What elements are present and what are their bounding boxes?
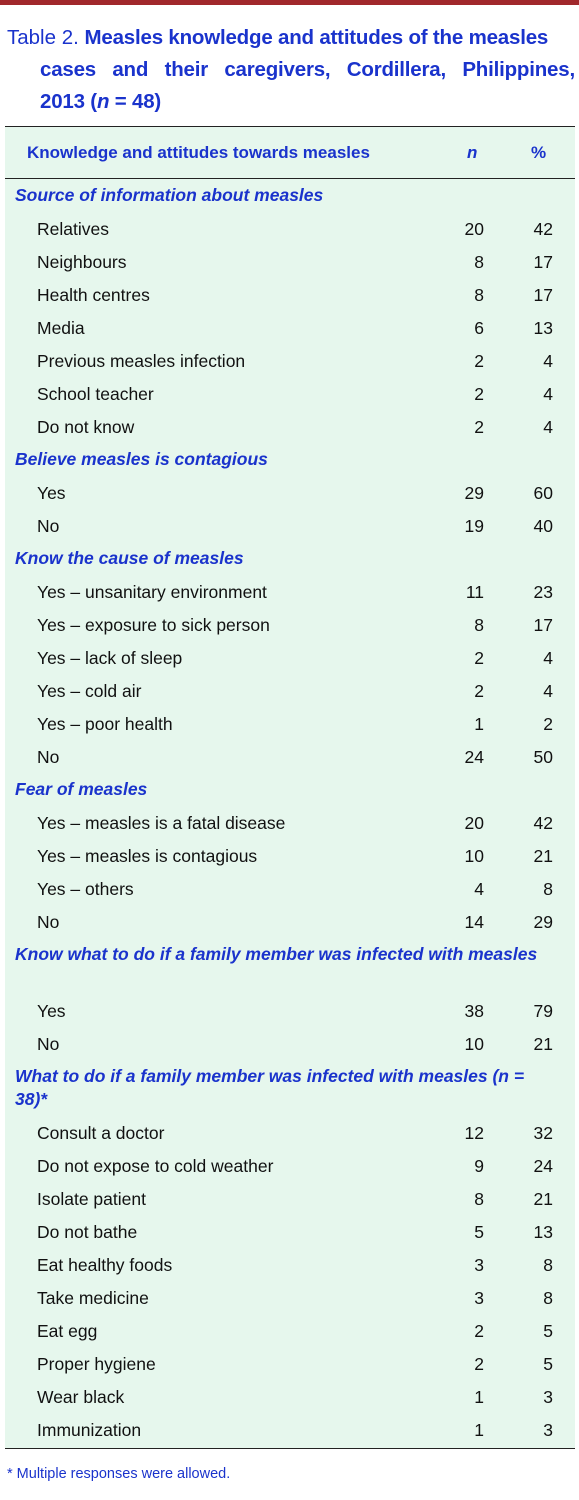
row-n: 14: [464, 912, 484, 932]
row-percent: 13: [533, 1222, 553, 1242]
row-label: Immunization: [37, 1420, 142, 1440]
row-percent: 32: [533, 1123, 553, 1143]
table-row: [5, 806, 575, 839]
section-heading: Believe measles is contagious: [15, 449, 268, 469]
caption-label: Table 2.: [7, 26, 79, 49]
footnote: * Multiple responses were allowed.: [7, 1466, 231, 1482]
row-label: No: [37, 912, 60, 932]
table-row: [5, 1413, 575, 1446]
table-row: [5, 872, 575, 905]
row-percent: 8: [543, 1255, 553, 1275]
section-heading: Know what to do if a family member was infected with measles: [15, 944, 538, 964]
table-row: [5, 1314, 575, 1347]
caption-word: their: [164, 58, 208, 81]
row-percent: 13: [533, 318, 553, 338]
table-row: [5, 278, 575, 311]
row-percent: 5: [543, 1321, 553, 1341]
table-row: [5, 1215, 575, 1248]
row-n: 2: [474, 1321, 484, 1341]
table-row: [5, 1380, 575, 1413]
caption-title-line-1: Measles knowledge and attitudes of the measles: [84, 26, 549, 49]
data-table: [5, 126, 575, 1449]
row-n: 2: [474, 681, 484, 701]
table-row: [5, 1347, 575, 1380]
row-label: Yes – lack of sleep: [37, 648, 183, 668]
table-row: [5, 575, 575, 608]
row-label: Eat healthy foods: [37, 1255, 173, 1275]
row-percent: 8: [543, 1288, 553, 1308]
row-n: 1: [474, 1387, 484, 1407]
row-label: Neighbours: [37, 252, 127, 272]
row-n: 9: [474, 1156, 484, 1176]
table-caption: [7, 22, 575, 118]
row-n: 10: [464, 846, 484, 866]
table-row: [5, 1248, 575, 1281]
row-percent: 42: [533, 813, 553, 833]
row-percent: 17: [533, 285, 553, 305]
row-label: Do not know: [37, 417, 135, 437]
table-row: [5, 707, 575, 740]
table-row: [5, 377, 575, 410]
row-label: Yes – unsanitary environment: [37, 582, 267, 602]
row-n: 8: [474, 252, 484, 272]
caption-year: 2013 (: [40, 90, 97, 113]
row-percent: 40: [533, 516, 553, 536]
row-percent: 23: [533, 582, 553, 602]
row-percent: 24: [533, 1156, 553, 1176]
row-label: Yes – others: [37, 879, 134, 899]
row-label: Consult a doctor: [37, 1123, 165, 1143]
table-row: [5, 608, 575, 641]
row-label: Relatives: [37, 219, 109, 239]
caption-word: cases: [40, 58, 97, 81]
table-row: [5, 1281, 575, 1314]
section-heading: Fear of measles: [15, 779, 148, 799]
row-percent: 4: [543, 417, 553, 437]
row-percent: 60: [533, 483, 553, 503]
row-label: Isolate patient: [37, 1189, 146, 1209]
row-percent: 21: [533, 1034, 553, 1054]
table-row: [5, 905, 575, 938]
table-row: [5, 245, 575, 278]
row-n: 3: [474, 1255, 484, 1275]
row-n: 19: [464, 516, 484, 536]
row-n: 5: [474, 1222, 484, 1242]
table-row: [5, 476, 575, 509]
caption-line-2: [7, 54, 575, 86]
caption-n-symbol: n: [96, 90, 110, 113]
row-percent: 5: [543, 1354, 553, 1374]
row-label: No: [37, 516, 60, 536]
row-percent: 79: [533, 1001, 553, 1021]
table-row: [5, 410, 575, 443]
table-row: [5, 1182, 575, 1215]
row-label: Yes – poor health: [37, 714, 173, 734]
row-percent: 4: [543, 681, 553, 701]
row-label: No: [37, 747, 60, 767]
row-percent: 4: [543, 351, 553, 371]
row-label: Media: [37, 318, 85, 338]
table-row: [5, 1027, 575, 1060]
row-label: Yes: [37, 483, 66, 503]
row-percent: 21: [533, 846, 553, 866]
row-n: 11: [465, 582, 484, 602]
row-n: 8: [474, 1189, 484, 1209]
row-label: Eat egg: [37, 1321, 98, 1341]
table-row: [5, 509, 575, 542]
row-n: 3: [474, 1288, 484, 1308]
caption-word: caregivers,: [224, 58, 331, 81]
top-accent-bar: [0, 0, 579, 5]
row-percent: 21: [533, 1189, 553, 1209]
table-row: [5, 212, 575, 245]
row-n: 10: [464, 1034, 484, 1054]
row-label: Yes – cold air: [37, 681, 142, 701]
row-label: School teacher: [37, 384, 154, 404]
row-percent: 3: [543, 1387, 553, 1407]
row-n: 29: [464, 483, 484, 503]
caption-line-3: [7, 86, 575, 118]
table-row: [5, 674, 575, 707]
row-n: 2: [474, 1354, 484, 1374]
row-label: Yes – measles is contagious: [37, 846, 258, 866]
row-n: 1: [474, 1420, 484, 1440]
row-n: 38: [464, 1001, 484, 1021]
row-label: Do not expose to cold weather: [37, 1156, 274, 1176]
section-heading: Know the cause of measles: [15, 548, 244, 568]
table-row: [5, 839, 575, 872]
header-n: n: [467, 143, 478, 162]
row-label: Previous measles infection: [37, 351, 246, 371]
table-header-row: [5, 127, 575, 179]
row-n: 2: [474, 417, 484, 437]
row-percent: 17: [533, 252, 553, 272]
caption-sample-size: = 48): [109, 90, 162, 113]
row-n: 2: [474, 384, 484, 404]
table-row: [5, 740, 575, 773]
table-row: [5, 641, 575, 674]
table-row: [5, 344, 575, 377]
row-percent: 4: [543, 648, 553, 668]
row-label: Do not bathe: [37, 1222, 138, 1242]
table-row: [5, 311, 575, 344]
caption-word: and: [112, 58, 149, 81]
row-percent: 2: [543, 714, 553, 734]
row-percent: 4: [543, 384, 553, 404]
row-n: 2: [474, 351, 484, 371]
row-label: Take medicine: [37, 1288, 149, 1308]
row-percent: 42: [533, 219, 553, 239]
table-row: [5, 1149, 575, 1182]
row-label: Health centres: [37, 285, 150, 305]
row-n: 8: [474, 615, 484, 635]
header-percent: %: [531, 143, 547, 162]
row-label: Yes – exposure to sick person: [37, 615, 270, 635]
row-n: 12: [464, 1123, 484, 1143]
row-label: Proper hygiene: [37, 1354, 156, 1374]
caption-line-1: [7, 22, 575, 54]
caption-word: Philippines,: [462, 58, 575, 81]
row-percent: 3: [543, 1420, 553, 1440]
row-percent: 29: [533, 912, 553, 932]
row-percent: 17: [533, 615, 553, 635]
section-heading: Source of information about measles: [15, 185, 324, 205]
row-percent: 50: [533, 747, 553, 767]
row-label: Yes – measles is a fatal disease: [37, 813, 286, 833]
row-n: 4: [474, 879, 484, 899]
row-label: Yes: [37, 1001, 66, 1021]
row-label: No: [37, 1034, 60, 1054]
row-label: Wear black: [37, 1387, 125, 1407]
row-n: 20: [464, 813, 484, 833]
row-n: 1: [474, 714, 484, 734]
table-row: [5, 1116, 575, 1149]
row-percent: 8: [543, 879, 553, 899]
row-n: 8: [474, 285, 484, 305]
row-n: 20: [464, 219, 484, 239]
row-n: 6: [474, 318, 484, 338]
table-row: [5, 994, 575, 1027]
row-n: 24: [464, 747, 484, 767]
row-n: 2: [474, 648, 484, 668]
section-heading: What to do if a family member was infected with measles (n = 38)*: [15, 1066, 525, 1109]
header-knowledge: Knowledge and attitudes towards measles: [27, 143, 370, 162]
caption-word: Cordillera,: [346, 58, 446, 81]
